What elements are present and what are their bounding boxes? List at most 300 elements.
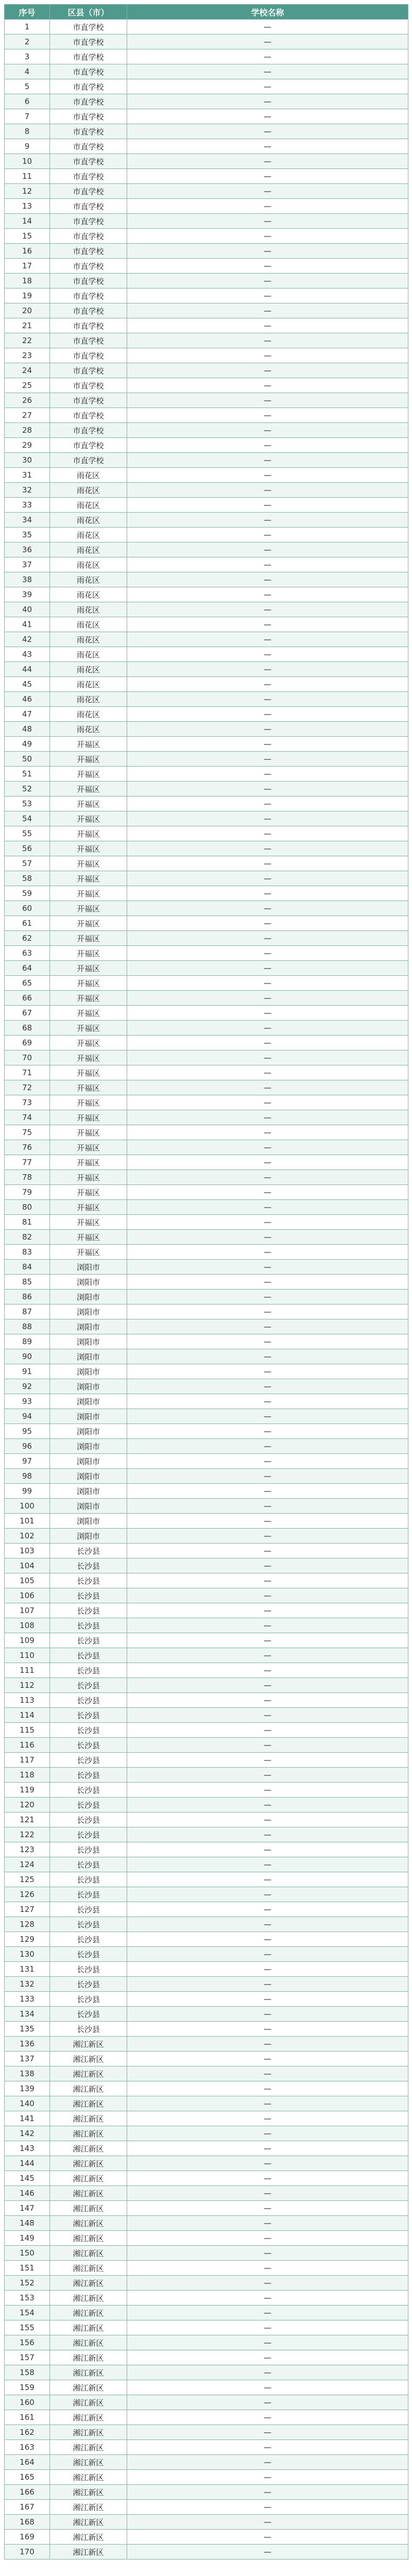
table-row [5, 483, 408, 498]
row-number-cell: 35 [5, 528, 50, 543]
table-row [5, 572, 408, 587]
row-number-cell: 57 [5, 856, 50, 871]
district-cell: 雨花区 [50, 498, 127, 513]
school-name-cell: — [127, 2395, 408, 2410]
school-name-cell: — [127, 2022, 408, 2037]
row-number-cell: 75 [5, 1125, 50, 1140]
row-number-cell: 118 [5, 1768, 50, 1783]
row-number-cell: 98 [5, 1469, 50, 1484]
school-name-cell: — [127, 1409, 408, 1424]
table-row [5, 2052, 408, 2066]
row-number-cell: 23 [5, 348, 50, 363]
district-cell: 市直学校 [50, 423, 127, 438]
school-name-cell: — [127, 1648, 408, 1663]
district-cell: 长沙县 [50, 2007, 127, 2022]
table-row [5, 2007, 408, 2022]
table-row [5, 2037, 408, 2052]
row-number-cell: 48 [5, 722, 50, 737]
row-number-cell: 93 [5, 1394, 50, 1409]
row-number-cell: 128 [5, 1917, 50, 1932]
row-number-cell: 96 [5, 1439, 50, 1454]
table-row [5, 841, 408, 856]
row-number-cell: 76 [5, 1140, 50, 1155]
school-name-cell: — [127, 2320, 408, 2335]
school-name-cell: — [127, 169, 408, 184]
row-number-cell: 91 [5, 1364, 50, 1379]
district-cell: 长沙县 [50, 1633, 127, 1648]
school-name-cell: — [127, 109, 408, 124]
row-number-cell: 94 [5, 1409, 50, 1424]
table-row [5, 20, 408, 35]
row-number-cell: 39 [5, 587, 50, 602]
table-row [5, 2395, 408, 2410]
school-name-cell: — [127, 811, 408, 826]
row-number-cell: 87 [5, 1304, 50, 1319]
district-cell: 湘江新区 [50, 2126, 127, 2141]
table-row [5, 557, 408, 572]
row-number-cell: 123 [5, 1842, 50, 1857]
district-cell: 市直学校 [50, 214, 127, 229]
table-row [5, 961, 408, 976]
row-number-cell: 61 [5, 916, 50, 931]
row-number-cell: 44 [5, 662, 50, 677]
school-name-cell: — [127, 692, 408, 707]
school-name-cell: — [127, 1887, 408, 1902]
district-cell: 雨花区 [50, 722, 127, 737]
row-number-cell: 82 [5, 1230, 50, 1245]
row-number-cell: 120 [5, 1798, 50, 1812]
district-cell: 开福区 [50, 946, 127, 961]
table-row [5, 1140, 408, 1155]
table-row [5, 1185, 408, 1200]
table-row [5, 184, 408, 199]
district-cell: 市直学校 [50, 453, 127, 468]
table-row [5, 199, 408, 214]
row-number-cell: 124 [5, 1857, 50, 1872]
district-cell: 湘江新区 [50, 2410, 127, 2425]
row-number-cell: 41 [5, 617, 50, 632]
table-row [5, 991, 408, 1006]
table-row [5, 662, 408, 677]
row-number-cell: 11 [5, 169, 50, 184]
row-number-cell: 92 [5, 1379, 50, 1394]
table-row [5, 1036, 408, 1050]
school-name-cell: — [127, 1708, 408, 1723]
row-number-cell: 64 [5, 961, 50, 976]
row-number-cell: 19 [5, 289, 50, 303]
school-name-cell: — [127, 886, 408, 901]
row-number-cell: 131 [5, 1962, 50, 1977]
table-row [5, 1424, 408, 1439]
school-name-cell: — [127, 1932, 408, 1947]
table-row [5, 2455, 408, 2470]
row-number-cell: 74 [5, 1110, 50, 1125]
district-cell: 湘江新区 [50, 2455, 127, 2470]
table-row [5, 587, 408, 602]
school-name-cell: — [127, 1170, 408, 1185]
table-row [5, 2111, 408, 2126]
school-name-cell: — [127, 1544, 408, 1558]
district-cell: 开福区 [50, 1036, 127, 1050]
school-name-cell: — [127, 1006, 408, 1021]
district-cell: 浏阳市 [50, 1514, 127, 1529]
row-number-cell: 86 [5, 1290, 50, 1304]
district-cell: 开福区 [50, 1140, 127, 1155]
school-name-cell: — [127, 1857, 408, 1872]
school-name-cell: — [127, 528, 408, 543]
district-cell: 市直学校 [50, 378, 127, 393]
school-name-cell: — [127, 1842, 408, 1857]
row-number-cell: 42 [5, 632, 50, 647]
row-number-cell: 37 [5, 557, 50, 572]
row-number-cell: 121 [5, 1812, 50, 1827]
table-row [5, 139, 408, 154]
district-cell: 湘江新区 [50, 2037, 127, 2052]
table-row [5, 931, 408, 946]
school-name-cell: — [127, 1992, 408, 2007]
table-row [5, 1155, 408, 1170]
row-number-cell: 158 [5, 2365, 50, 2380]
school-name-cell: — [127, 2231, 408, 2246]
district-cell: 雨花区 [50, 513, 127, 528]
row-number-cell: 149 [5, 2231, 50, 2246]
row-number-cell: 157 [5, 2350, 50, 2365]
district-cell: 开福区 [50, 886, 127, 901]
row-number-cell: 163 [5, 2440, 50, 2455]
row-number-cell: 135 [5, 2022, 50, 2037]
row-number-cell: 116 [5, 1738, 50, 1753]
table-row [5, 1708, 408, 1723]
district-cell: 雨花区 [50, 692, 127, 707]
row-number-cell: 62 [5, 931, 50, 946]
table-row [5, 1454, 408, 1469]
school-name-cell: — [127, 632, 408, 647]
district-cell: 湘江新区 [50, 2350, 127, 2365]
school-name-cell: — [127, 2545, 408, 2560]
table-row [5, 2081, 408, 2096]
school-name-cell: — [127, 1529, 408, 1544]
district-cell: 市直学校 [50, 274, 127, 289]
district-cell: 开福区 [50, 1065, 127, 1080]
table-row [5, 1334, 408, 1349]
district-cell: 湘江新区 [50, 2231, 127, 2246]
district-cell: 湘江新区 [50, 2171, 127, 2186]
row-number-cell: 145 [5, 2171, 50, 2186]
district-cell: 雨花区 [50, 647, 127, 662]
table-row [5, 1723, 408, 1738]
school-name-cell: — [127, 1723, 408, 1738]
district-cell: 市直学校 [50, 64, 127, 79]
school-name-cell: — [127, 214, 408, 229]
row-number-cell: 88 [5, 1319, 50, 1334]
district-cell: 市直学校 [50, 289, 127, 303]
row-number-cell: 7 [5, 109, 50, 124]
school-name-cell: — [127, 1558, 408, 1573]
row-number-cell: 1 [5, 20, 50, 35]
school-name-cell: — [127, 1439, 408, 1454]
school-name-cell: — [127, 513, 408, 528]
table-row [5, 2276, 408, 2291]
district-cell: 浏阳市 [50, 1275, 127, 1290]
district-cell: 开福区 [50, 1230, 127, 1245]
table-row [5, 617, 408, 632]
row-number-cell: 90 [5, 1349, 50, 1364]
row-number-cell: 73 [5, 1095, 50, 1110]
district-cell: 湘江新区 [50, 2380, 127, 2395]
school-name-cell: — [127, 1095, 408, 1110]
school-name-cell: — [127, 722, 408, 737]
row-number-cell: 136 [5, 2037, 50, 2052]
school-name-cell: — [127, 2515, 408, 2530]
row-number-cell: 16 [5, 244, 50, 259]
row-number-cell: 77 [5, 1155, 50, 1170]
table-row [5, 1529, 408, 1544]
district-cell: 湘江新区 [50, 2395, 127, 2410]
school-name-cell: — [127, 229, 408, 244]
school-name-cell: — [127, 2246, 408, 2261]
row-number-cell: 67 [5, 1006, 50, 1021]
district-cell: 浏阳市 [50, 1484, 127, 1499]
school-name-cell: — [127, 348, 408, 363]
row-number-cell: 122 [5, 1827, 50, 1842]
table-row [5, 692, 408, 707]
row-number-cell: 66 [5, 991, 50, 1006]
district-cell: 长沙县 [50, 1902, 127, 1917]
district-cell: 湘江新区 [50, 2246, 127, 2261]
district-cell: 长沙县 [50, 1678, 127, 1693]
district-cell: 开福区 [50, 1080, 127, 1095]
school-name-cell: — [127, 1977, 408, 1992]
district-cell: 长沙县 [50, 1618, 127, 1633]
header-row [5, 5, 408, 20]
district-cell: 开福区 [50, 1155, 127, 1170]
table-row [5, 2291, 408, 2306]
school-name-cell: — [127, 767, 408, 782]
table-row [5, 782, 408, 796]
school-name-cell: — [127, 393, 408, 408]
table-row [5, 2171, 408, 2186]
table-row [5, 124, 408, 139]
school-name-cell: — [127, 1499, 408, 1514]
school-name-cell: — [127, 1394, 408, 1409]
district-cell: 雨花区 [50, 468, 127, 483]
school-name-cell: — [127, 318, 408, 333]
header-school: 学校名称 [127, 5, 408, 20]
table-row [5, 647, 408, 662]
table-row [5, 2335, 408, 2350]
school-name-cell: — [127, 647, 408, 662]
table-row [5, 2156, 408, 2171]
school-name-cell: — [127, 782, 408, 796]
district-cell: 市直学校 [50, 199, 127, 214]
district-cell: 市直学校 [50, 259, 127, 274]
row-number-cell: 153 [5, 2291, 50, 2306]
row-number-cell: 155 [5, 2320, 50, 2335]
district-cell: 湘江新区 [50, 2335, 127, 2350]
school-name-cell: — [127, 2335, 408, 2350]
table-row [5, 453, 408, 468]
row-number-cell: 108 [5, 1618, 50, 1633]
district-cell: 长沙县 [50, 1573, 127, 1588]
row-number-cell: 142 [5, 2126, 50, 2141]
district-cell: 湘江新区 [50, 2186, 127, 2201]
table-row [5, 1753, 408, 1768]
district-cell: 开福区 [50, 752, 127, 767]
row-number-cell: 129 [5, 1932, 50, 1947]
table-row [5, 423, 408, 438]
school-name-cell: — [127, 468, 408, 483]
table-row [5, 393, 408, 408]
school-name-cell: — [127, 572, 408, 587]
row-number-cell: 5 [5, 79, 50, 94]
school-name-cell: — [127, 35, 408, 49]
table-row [5, 214, 408, 229]
table-row [5, 2306, 408, 2320]
row-number-cell: 40 [5, 602, 50, 617]
table-row [5, 79, 408, 94]
row-number-cell: 52 [5, 782, 50, 796]
district-cell: 市直学校 [50, 348, 127, 363]
table-row [5, 737, 408, 752]
table-row [5, 632, 408, 647]
table-row [5, 2470, 408, 2485]
school-name-cell: — [127, 1140, 408, 1155]
table-row [5, 767, 408, 782]
district-cell: 湘江新区 [50, 2156, 127, 2171]
district-cell: 市直学校 [50, 109, 127, 124]
table-row [5, 1110, 408, 1125]
row-number-cell: 117 [5, 1753, 50, 1768]
district-cell: 湘江新区 [50, 2470, 127, 2485]
district-cell: 雨花区 [50, 557, 127, 572]
school-name-cell: — [127, 707, 408, 722]
district-cell: 浏阳市 [50, 1379, 127, 1394]
district-cell: 长沙县 [50, 1992, 127, 2007]
table-row [5, 2186, 408, 2201]
row-number-cell: 17 [5, 259, 50, 274]
row-number-cell: 138 [5, 2066, 50, 2081]
district-cell: 湘江新区 [50, 2141, 127, 2156]
school-name-cell: — [127, 2365, 408, 2380]
school-name-cell: — [127, 2007, 408, 2022]
row-number-cell: 84 [5, 1260, 50, 1275]
school-name-cell: — [127, 259, 408, 274]
district-cell: 雨花区 [50, 662, 127, 677]
table-row [5, 2231, 408, 2246]
row-number-cell: 110 [5, 1648, 50, 1663]
school-name-cell: — [127, 2306, 408, 2320]
row-number-cell: 115 [5, 1723, 50, 1738]
table-row [5, 1962, 408, 1977]
table-row [5, 1290, 408, 1304]
district-cell: 湘江新区 [50, 2096, 127, 2111]
table-row [5, 1065, 408, 1080]
district-cell: 长沙县 [50, 1603, 127, 1618]
table-row [5, 2515, 408, 2530]
row-number-cell: 167 [5, 2500, 50, 2515]
table-row [5, 2066, 408, 2081]
school-name-cell: — [127, 1798, 408, 1812]
school-name-cell: — [127, 2425, 408, 2440]
table-row [5, 408, 408, 423]
row-number-cell: 139 [5, 2081, 50, 2096]
table-row [5, 2425, 408, 2440]
row-number-cell: 59 [5, 886, 50, 901]
table-row [5, 2380, 408, 2395]
school-name-cell: — [127, 617, 408, 632]
table-row [5, 1783, 408, 1798]
school-name-cell: — [127, 483, 408, 498]
row-number-cell: 141 [5, 2111, 50, 2126]
school-name-cell: — [127, 587, 408, 602]
row-number-cell: 8 [5, 124, 50, 139]
row-number-cell: 102 [5, 1529, 50, 1544]
table-row [5, 1588, 408, 1603]
school-name-cell: — [127, 1827, 408, 1842]
row-number-cell: 146 [5, 2186, 50, 2201]
row-number-cell: 2 [5, 35, 50, 49]
table-row [5, 2530, 408, 2545]
row-number-cell: 125 [5, 1872, 50, 1887]
school-name-cell: — [127, 1065, 408, 1080]
table-row [5, 2320, 408, 2335]
school-name-cell: — [127, 976, 408, 991]
school-name-cell: — [127, 946, 408, 961]
school-name-cell: — [127, 1768, 408, 1783]
row-number-cell: 51 [5, 767, 50, 782]
district-cell: 湘江新区 [50, 2365, 127, 2380]
header-district: 区县（市） [50, 5, 127, 20]
table-row [5, 49, 408, 64]
table-row [5, 2485, 408, 2500]
district-cell: 长沙县 [50, 1798, 127, 1812]
row-number-cell: 165 [5, 2470, 50, 2485]
school-name-cell: — [127, 1021, 408, 1036]
table-row [5, 1484, 408, 1499]
row-number-cell: 10 [5, 154, 50, 169]
table-row [5, 498, 408, 513]
school-name-cell: — [127, 2440, 408, 2455]
row-number-cell: 58 [5, 871, 50, 886]
table-row [5, 826, 408, 841]
school-name-cell: — [127, 1812, 408, 1827]
district-cell: 湘江新区 [50, 2201, 127, 2216]
district-cell: 浏阳市 [50, 1260, 127, 1275]
district-cell: 市直学校 [50, 333, 127, 348]
school-name-cell: — [127, 2350, 408, 2365]
district-cell: 长沙县 [50, 1887, 127, 1902]
district-cell: 开福区 [50, 1110, 127, 1125]
table-row [5, 2350, 408, 2365]
row-number-cell: 69 [5, 1036, 50, 1050]
table-row [5, 169, 408, 184]
district-cell: 开福区 [50, 856, 127, 871]
row-number-cell: 109 [5, 1633, 50, 1648]
table-row [5, 1618, 408, 1633]
row-number-cell: 159 [5, 2380, 50, 2395]
row-number-cell: 31 [5, 468, 50, 483]
school-name-cell: — [127, 1349, 408, 1364]
district-cell: 开福区 [50, 976, 127, 991]
table-row [5, 1902, 408, 1917]
school-name-cell: — [127, 79, 408, 94]
row-number-cell: 100 [5, 1499, 50, 1514]
table-row [5, 707, 408, 722]
row-number-cell: 112 [5, 1678, 50, 1693]
district-cell: 长沙县 [50, 1753, 127, 1768]
school-name-cell: — [127, 2261, 408, 2276]
school-name-cell: — [127, 1364, 408, 1379]
